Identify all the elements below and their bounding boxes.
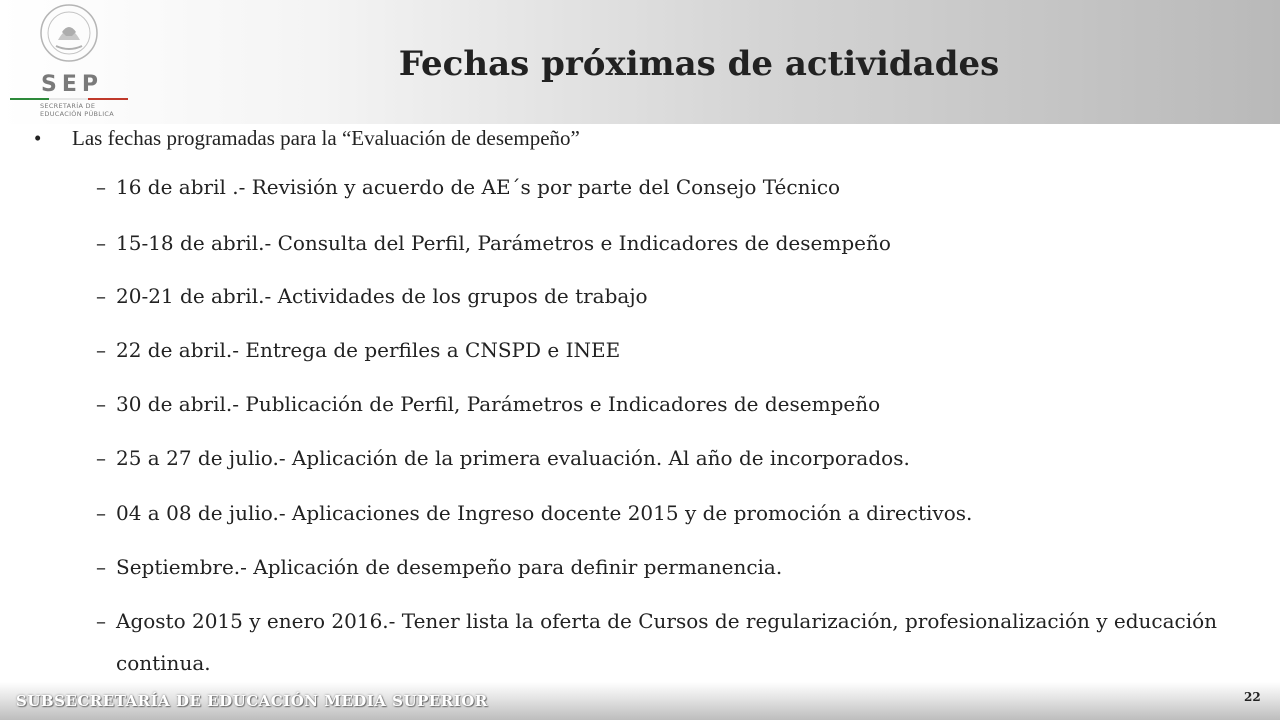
list-item-text: 16 de abril .- Revisión y acuerdo de AE´s por parte del Consejo Técnico <box>116 175 841 199</box>
list-item-text: Septiembre.- Aplicación de desempeño para definir permanencia. <box>116 555 783 579</box>
slide-title: Fechas próximas de actividades <box>398 44 1000 84</box>
list-item-text: 04 a 08 de julio.- Aplicaciones de Ingreso docente 2015 y de promoción a directivos. <box>116 501 973 525</box>
list-item-text: 20-21 de abril.- Actividades de los grupos de trabajo <box>116 284 648 308</box>
dash-icon: – <box>96 175 106 199</box>
footer-organization: SUBSECRETARÍA DE EDUCACIÓN MEDIA SUPERIOR <box>16 692 488 710</box>
dash-icon: – <box>96 284 106 308</box>
dash-icon: – <box>96 609 106 633</box>
list-item-text: 15-18 de abril.- Consulta del Perfil, Parámetros e Indicadores de desempeño <box>116 231 891 255</box>
dash-icon: – <box>96 446 106 470</box>
logo-subtitle-line-1: SECRETARÍA DE <box>40 102 96 110</box>
dash-icon: – <box>96 231 106 255</box>
logo-subtitle-line-2: EDUCACIÓN PÚBLICA <box>40 110 115 118</box>
intro-text: Las fechas programadas para la “Evaluación de desempeño” <box>72 126 580 150</box>
list-item-text: 25 a 27 de julio.- Aplicación de la primera evaluación. Al año de incorporados. <box>116 446 910 470</box>
list-item-text: 30 de abril.- Publicación de Perfil, Parámetros e Indicadores de desempeño <box>116 392 881 416</box>
dash-icon: – <box>96 555 106 579</box>
bullet-icon: • <box>34 126 42 150</box>
list-item-text: Agosto 2015 y enero 2016.- Tener lista la oferta de Cursos de regularización, profesionalización y educación continua. <box>116 609 1218 675</box>
logo-sep-text: SEP <box>41 72 103 97</box>
dash-icon: – <box>96 501 106 525</box>
dash-icon: – <box>96 392 106 416</box>
page-number: 22 <box>1244 690 1261 704</box>
dash-icon: – <box>96 338 106 362</box>
list-item-text: 22 de abril.- Entrega de perfiles a CNSPD e INEE <box>116 338 621 362</box>
